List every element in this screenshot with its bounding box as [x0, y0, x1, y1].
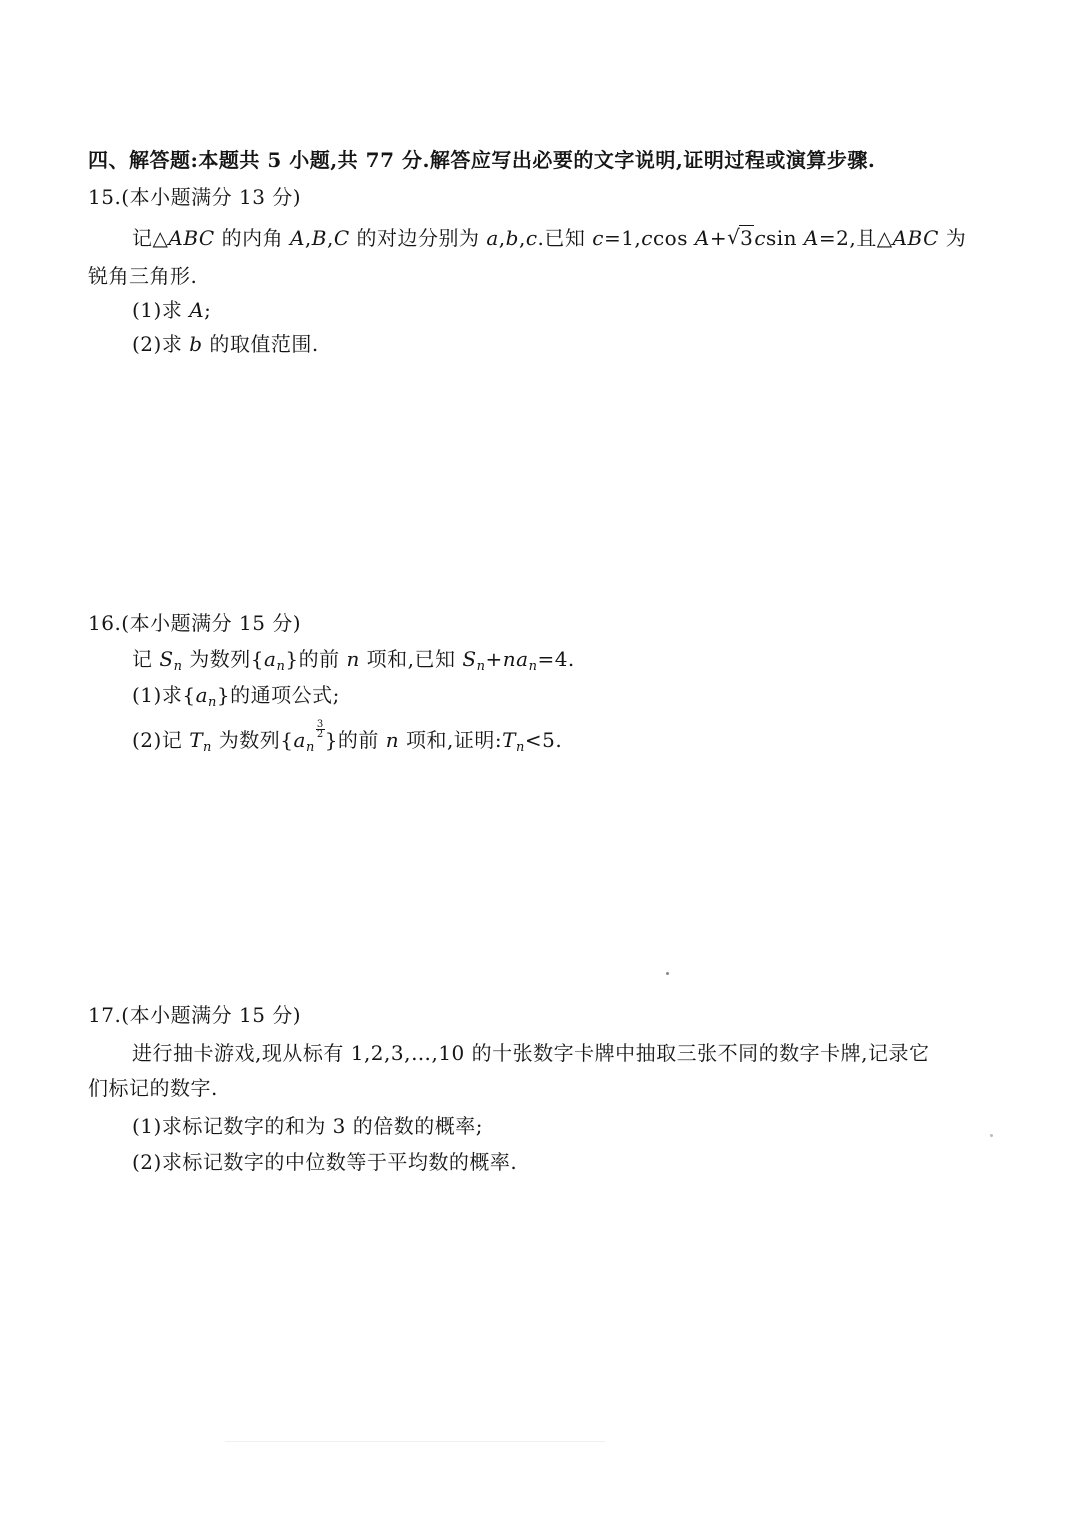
q15-var: A	[694, 226, 710, 250]
q16-part1	[132, 681, 340, 709]
q15-var: A	[289, 226, 305, 250]
q16-subscript: n	[476, 659, 486, 674]
q15-var: c	[525, 226, 538, 250]
fraction-numerator: 3	[316, 719, 324, 730]
q15-text: 为	[938, 226, 967, 250]
q16-text: +	[485, 647, 503, 671]
q15-text: ;	[204, 298, 212, 322]
q16-var: T	[189, 728, 204, 752]
q15-var: C	[333, 226, 350, 250]
q15-text: ,	[498, 226, 506, 250]
q15-text: (1)求	[132, 298, 190, 322]
q15-text: =2,且△	[818, 226, 893, 250]
q15-text: sin	[766, 226, 804, 250]
q16-var: T	[502, 728, 516, 752]
q15-text: 的内角	[214, 226, 290, 250]
q16-var: n	[385, 728, 400, 752]
q16-subscript: n	[528, 659, 538, 674]
q16-text: 为数列{	[211, 728, 294, 752]
q16-text: }的前	[324, 728, 386, 752]
q15-var: a	[486, 226, 499, 250]
q15-text: +	[709, 226, 728, 250]
q15-var: c	[641, 226, 653, 250]
q15-var: ABC	[892, 226, 939, 250]
q16-header: 16.(本小题满分 15 分)	[88, 611, 302, 635]
q16-subscript: n	[203, 740, 212, 755]
q16-var: S	[462, 647, 477, 671]
scan-artifact-line	[225, 1441, 605, 1442]
q16-var: S	[159, 647, 174, 671]
q15-text: 3	[740, 226, 754, 250]
fraction-denominator: 2	[316, 729, 324, 740]
exponent-fraction	[316, 720, 325, 739]
q16-text: (2)记	[132, 728, 190, 752]
q16-subscript: n	[173, 659, 183, 674]
q15-header: 15.(本小题满分 13 分)	[88, 185, 302, 209]
q16-text: }的前	[285, 647, 347, 671]
q17-part1: (1)求标记数字的和为 3 的倍数的概率;	[132, 1114, 484, 1138]
q16-subscript: n	[208, 695, 217, 710]
q16-var: n	[346, 647, 360, 671]
q16-var: na	[502, 647, 529, 671]
q15-text: 的取值范围.	[202, 332, 319, 356]
sqrt-symbol: √ 3	[727, 225, 754, 250]
q15-text: (2)求	[132, 332, 190, 356]
q16-subscript: n	[305, 740, 315, 755]
q15-text: ,	[304, 226, 312, 250]
q15-var: ABC	[168, 226, 215, 250]
q15-text: =1,	[603, 226, 642, 250]
q15-text: 的对边分别为	[349, 226, 487, 250]
scan-speck	[666, 972, 669, 975]
q16-text: 项和,已知	[359, 647, 463, 671]
q15-text: .已知	[537, 226, 593, 250]
q15-var: A	[803, 226, 819, 250]
q16-part2	[132, 720, 562, 754]
q15-text: 记△	[132, 226, 169, 250]
q15-text: ,	[326, 226, 334, 250]
q16-text: (1)求{	[132, 683, 196, 707]
q16-var: a	[293, 728, 306, 752]
q16-stem	[132, 645, 575, 673]
q16-text: =4.	[537, 647, 575, 671]
q15-var: B	[311, 226, 327, 250]
q16-subscript: n	[276, 659, 286, 674]
q17-stem-line1: 进行抽卡游戏,现从标有 1,2,3,…,10 的十张数字卡牌中抽取三张不同的数字卡牌,记录它	[132, 1041, 930, 1065]
q15-var: b	[189, 332, 203, 356]
q15-var: c	[754, 226, 767, 250]
q16-text: 记	[132, 647, 160, 671]
q16-text: 为数列{	[182, 647, 265, 671]
q15-var: A	[189, 298, 205, 322]
q15-part1	[132, 296, 211, 324]
q15-text: cos	[652, 226, 695, 250]
q15-var: c	[592, 226, 604, 250]
q16-text: }的通项公式;	[216, 683, 340, 707]
q17-header: 17.(本小题满分 15 分)	[88, 1003, 302, 1027]
section-heading: 四、解答题:本题共 5 小题,共 77 分.解答应写出必要的文字说明,证明过程或演算步骤.	[88, 148, 876, 172]
q16-text: <5.	[524, 728, 563, 752]
q15-part2	[132, 330, 319, 358]
q17-stem-line2: 们标记的数字.	[88, 1076, 218, 1100]
scan-speck	[990, 1134, 993, 1137]
q15-var: b	[505, 226, 519, 250]
q16-var: a	[264, 647, 277, 671]
q17-part2: (2)求标记数字的中位数等于平均数的概率.	[132, 1150, 518, 1174]
q15-stem-line2: 锐角三角形.	[88, 264, 198, 288]
q16-subscript: n	[515, 740, 525, 755]
q15-stem-line1	[132, 224, 966, 252]
q16-var: a	[195, 683, 208, 707]
q16-text: 项和,证明:	[399, 728, 503, 752]
q15-text: ,	[518, 226, 526, 250]
